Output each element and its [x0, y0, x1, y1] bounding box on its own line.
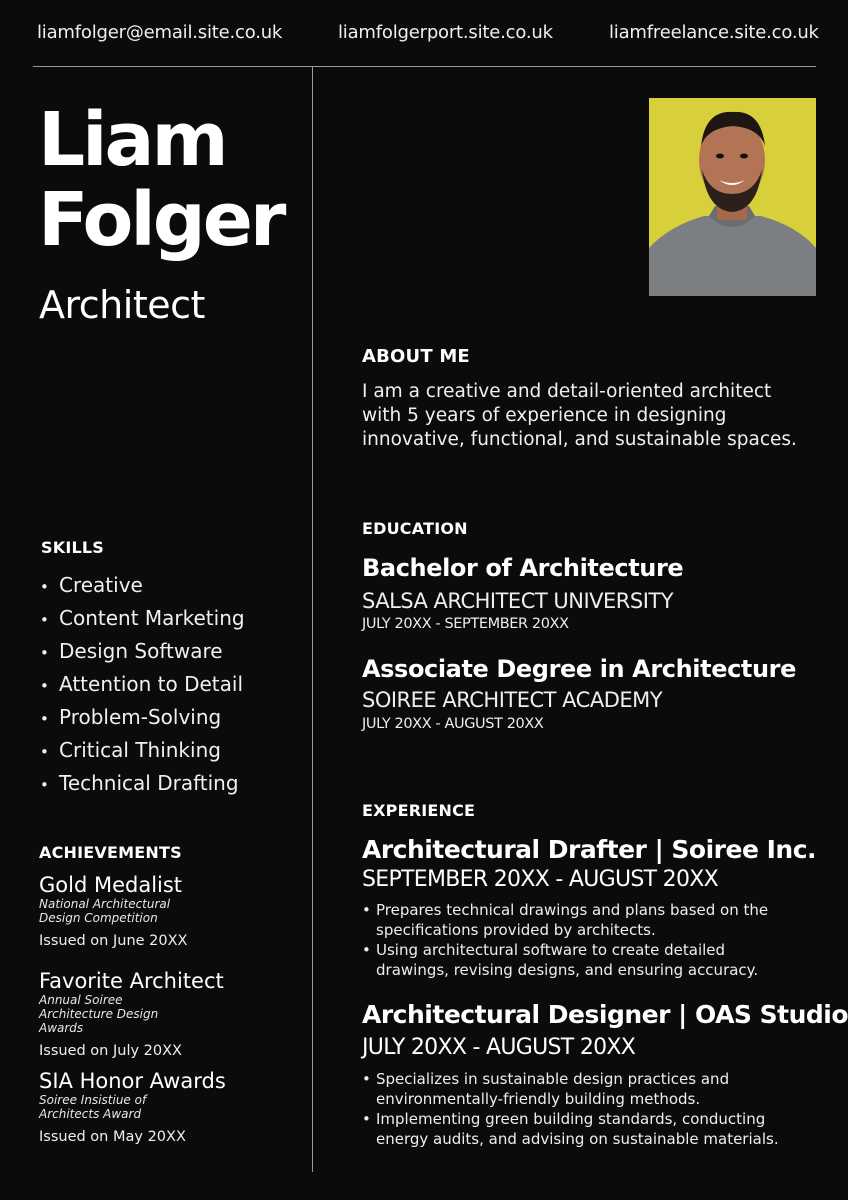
contact-portfolio[interactable]: liamfolgerport.site.co.uk [338, 22, 553, 43]
achievement-date: Issued on July 20XX [39, 1043, 182, 1059]
header-divider [33, 66, 816, 67]
experience-bullet: • Implementing green building standards, conducting energy audits, and advising on sustainable materials. [362, 1109, 802, 1149]
education-dates: JULY 20XX - AUGUST 20XX [362, 716, 544, 732]
education-institution: SOIREE ARCHITECT ACADEMY [362, 688, 663, 712]
experience-dates: JULY 20XX - AUGUST 20XX [362, 1035, 636, 1060]
achievement-subtitle: Annual Soiree Architecture Design Awards [39, 993, 159, 1035]
skills-list [40, 570, 245, 801]
experience-bullet: • Specializes in sustainable design practices and environmentally-friendly building methods. [362, 1069, 802, 1109]
education-institution: SALSA ARCHITECT UNIVERSITY [362, 589, 674, 613]
contact-email[interactable]: liamfolger@email.site.co.uk [37, 22, 283, 43]
achievement-item [39, 1069, 226, 1145]
achievements-title: ACHIEVEMENTS [39, 843, 182, 862]
achievement-date: Issued on June 20XX [39, 933, 188, 949]
experience-dates: SEPTEMBER 20XX - AUGUST 20XX [362, 867, 719, 892]
experience-job-title: Architectural Drafter | Soiree Inc. [362, 835, 817, 864]
about-title: ABOUT ME [362, 346, 470, 367]
education-dates: JULY 20XX - SEPTEMBER 20XX [362, 616, 569, 632]
column-divider [312, 67, 313, 1172]
education-title: EDUCATION [362, 519, 468, 538]
skill-item: • Problem-Solving [40, 702, 245, 735]
experience-bullets [362, 900, 802, 980]
skill-item: • Design Software [40, 636, 245, 669]
achievement-title: Gold Medalist [39, 873, 183, 897]
experience-bullets [362, 1069, 802, 1149]
experience-bullet: • Using architectural software to create detailed drawings, revising designs, and ensuring accuracy. [362, 940, 802, 980]
achievement-title: SIA Honor Awards [39, 1069, 226, 1093]
profile-photo [649, 98, 816, 296]
achievement-title: Favorite Architect [39, 969, 224, 993]
experience-title: EXPERIENCE [362, 801, 476, 820]
achievement-item [39, 873, 199, 949]
skill-item: • Technical Drafting [40, 768, 245, 801]
achievement-date: Issued on May 20XX [39, 1129, 186, 1145]
skill-item: • Content Marketing [40, 603, 245, 636]
full-name [38, 97, 284, 263]
experience-bullet: • Prepares technical drawings and plans based on the specifications provided by architects. [362, 900, 802, 940]
achievement-subtitle: National Architectural Design Competition [39, 897, 171, 925]
skill-item: • Attention to Detail [40, 669, 245, 702]
job-role: Architect [39, 283, 205, 327]
last-name: Folger [38, 177, 284, 263]
about-text: I am a creative and detail-oriented architect with 5 years of experience in designing innovative, functional, and sustainable spaces. [362, 381, 797, 450]
achievement-item [39, 969, 224, 1059]
first-name: Liam [38, 97, 226, 183]
skill-item: • Creative [40, 570, 245, 603]
education-degree: Bachelor of Architecture [362, 554, 684, 582]
achievement-subtitle: Soiree Insistiue of Architects Award [39, 1093, 147, 1121]
education-degree: Associate Degree in Architecture [362, 655, 796, 683]
contact-freelance[interactable]: liamfreelance.site.co.uk [609, 22, 819, 43]
skill-item: • Critical Thinking [40, 735, 245, 768]
experience-job-title: Architectural Designer | OAS Studio [362, 1000, 848, 1029]
skills-title: SKILLS [41, 538, 104, 557]
